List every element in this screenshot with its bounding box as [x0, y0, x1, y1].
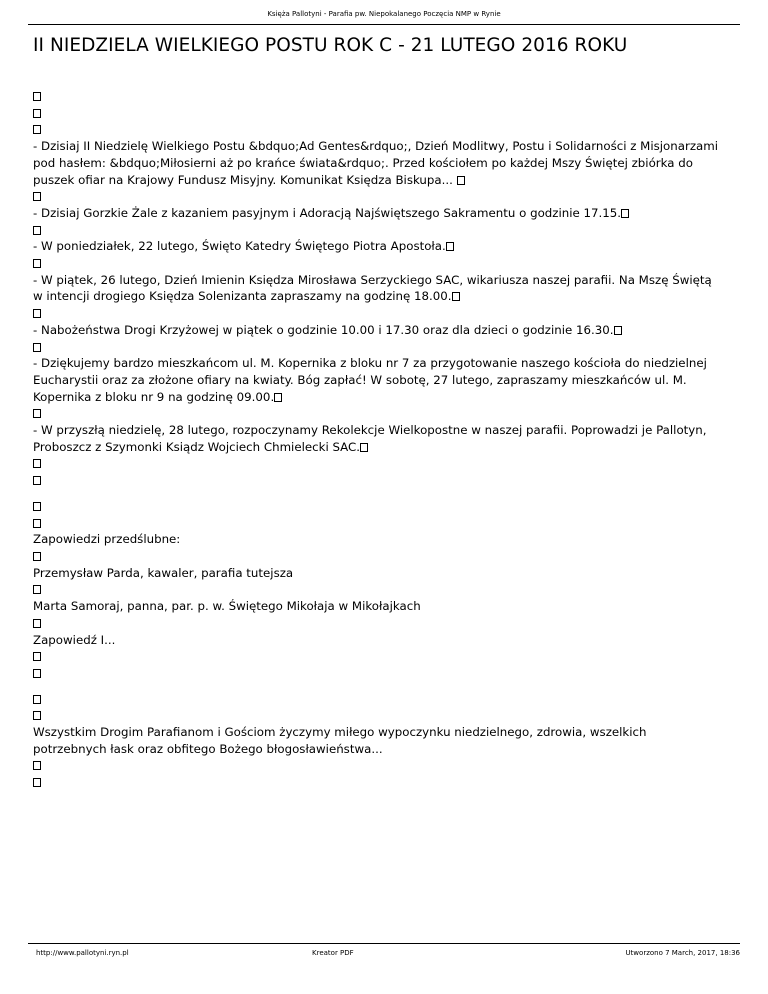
missing-glyph-icon — [33, 585, 41, 594]
missing-glyph-icon — [33, 92, 41, 101]
box-line — [33, 774, 722, 791]
box-line — [33, 405, 722, 422]
banns-heading: Zapowiedzi przedślubne: — [33, 532, 181, 547]
missing-glyph-icon — [33, 459, 41, 468]
missing-glyph-icon — [33, 778, 41, 787]
missing-glyph-icon — [360, 443, 368, 452]
missing-glyph-icon — [274, 393, 282, 402]
spacer — [33, 682, 722, 691]
box-line — [33, 455, 722, 472]
box-line — [33, 498, 722, 515]
missing-glyph-icon — [33, 502, 41, 511]
document-body — [33, 88, 722, 791]
missing-glyph-icon — [621, 209, 629, 218]
box-line — [33, 648, 722, 665]
missing-glyph-icon — [446, 242, 454, 251]
missing-glyph-icon — [614, 326, 622, 335]
spacer — [33, 489, 722, 498]
closing-text: Wszystkim Drogim Parafianom i Gościom życzymy miłego wypoczynku niedzielnego, zdrowia, wszelkich potrzebnych łask oraz obfitego Bożego błogosławieństwa... — [33, 725, 647, 756]
announcement-item — [33, 355, 722, 405]
box-line — [33, 615, 722, 632]
announcement-text: - W przyszłą niedzielę, 28 lutego, rozpoczynamy Rekolekcje Wielkopostne w naszej parafii. Poprowadzi je Pallotyn, Proboszcz z Szymonki Ksiądz Wojciech Chmielecki SAC. — [33, 423, 707, 454]
footer-created-date: Utworzono 7 March, 2017, 18:36 — [625, 949, 740, 957]
announcement-text: - Dzisiaj II Niedzielę Wielkiego Postu &bdquo;Ad Gentes&rdquo;, Dzień Modlitwy, Postu i Solidarności z Misjonarzami pod hasłem: &bdquo;Miłosierni aż po krańce świata&rdquo;. Przed kościołem po każdej Mszy Świętej zbiórka do puszek ofiar na Krajowy Fundusz Misyjny. Komunikat Księdza Biskupa... — [33, 139, 719, 187]
missing-glyph-icon — [33, 125, 41, 134]
box-line — [33, 105, 722, 122]
announcement-item — [33, 138, 722, 188]
footer-generator: Kreator PDF — [312, 949, 354, 957]
page-title: II NIEDZIELA WIELKIEGO POSTU ROK C - 21 LUTEGO 2016 ROKU — [33, 35, 628, 56]
box-line — [33, 581, 722, 598]
banns-label: Zapowiedź I... — [33, 632, 116, 647]
page-footer — [28, 943, 740, 961]
missing-glyph-icon — [33, 476, 41, 485]
announcement-item — [33, 272, 722, 305]
box-line — [33, 255, 722, 272]
missing-glyph-icon — [33, 309, 41, 318]
box-line — [33, 305, 722, 322]
box-line — [33, 88, 722, 105]
box-line — [33, 188, 722, 205]
missing-glyph-icon — [33, 226, 41, 235]
announcement-text: - Nabożeństwa Drogi Krzyżowej w piątek o godzinie 10.00 i 17.30 oraz dla dzieci o godzinie 16.30. — [33, 322, 614, 337]
footer-url-link[interactable]: http://www.pallotyni.ryn.pl — [36, 949, 129, 957]
missing-glyph-icon — [33, 669, 41, 678]
box-line — [33, 515, 722, 532]
missing-glyph-icon — [452, 292, 460, 301]
box-line — [33, 707, 722, 724]
missing-glyph-icon — [33, 761, 41, 770]
box-line — [33, 222, 722, 239]
announcement-item — [33, 238, 722, 255]
missing-glyph-icon — [33, 519, 41, 528]
banns-groom: Przemysław Parda, kawaler, parafia tutejsza — [33, 565, 294, 580]
announcement-item — [33, 422, 722, 455]
announcement-text: - W poniedziałek, 22 lutego, Święto Katedry Świętego Piotra Apostoła. — [33, 239, 446, 254]
missing-glyph-icon — [33, 109, 41, 118]
missing-glyph-icon — [33, 652, 41, 661]
banns-bride: Marta Samoraj, panna, par. p. w. Świętego Mikołaja w Mikołajkach — [33, 599, 421, 614]
missing-glyph-icon — [33, 619, 41, 628]
missing-glyph-icon — [33, 552, 41, 561]
box-line — [33, 691, 722, 708]
box-line — [33, 339, 722, 356]
box-line — [33, 665, 722, 682]
missing-glyph-icon — [33, 409, 41, 418]
announcement-text: - Dziękujemy bardzo mieszkańcom ul. M. Kopernika z bloku nr 7 za przygotowanie naszego kościoła do niedzielnej Eucharystii oraz za złożone ofiary na kwiaty. Bóg zapłać! W sobotę, 27 lutego, zapraszamy mieszkańców ul. M. Kopernika z bloku nr 9 na godzinę 09.00. — [33, 356, 707, 404]
announcement-item — [33, 322, 722, 339]
announcement-text: - Dzisiaj Gorzkie Żale z kazaniem pasyjnym i Adoracją Najświętszego Sakramentu o godzinie 17.15. — [33, 205, 622, 220]
box-line — [33, 121, 722, 138]
missing-glyph-icon — [33, 711, 41, 720]
box-line — [33, 472, 722, 489]
announcement-item — [33, 205, 722, 222]
missing-glyph-icon — [33, 695, 41, 704]
header-text: Księża Pallotyni - Parafia pw. Niepokalanego Poczęcia NMP w Rynie — [267, 10, 501, 18]
box-line — [33, 548, 722, 565]
box-line — [33, 757, 722, 774]
missing-glyph-icon — [457, 176, 465, 185]
missing-glyph-icon — [33, 259, 41, 268]
page-header — [28, 10, 740, 25]
missing-glyph-icon — [33, 192, 41, 201]
announcement-text: - W piątek, 26 lutego, Dzień Imienin Księdza Mirosława Serzyckiego SAC, wikariusza naszej parafii. Na Mszę Świętą w intencji drogiego Księdza Solenizanta zapraszamy na godzinę 18.00. — [33, 272, 712, 304]
missing-glyph-icon — [33, 343, 41, 352]
